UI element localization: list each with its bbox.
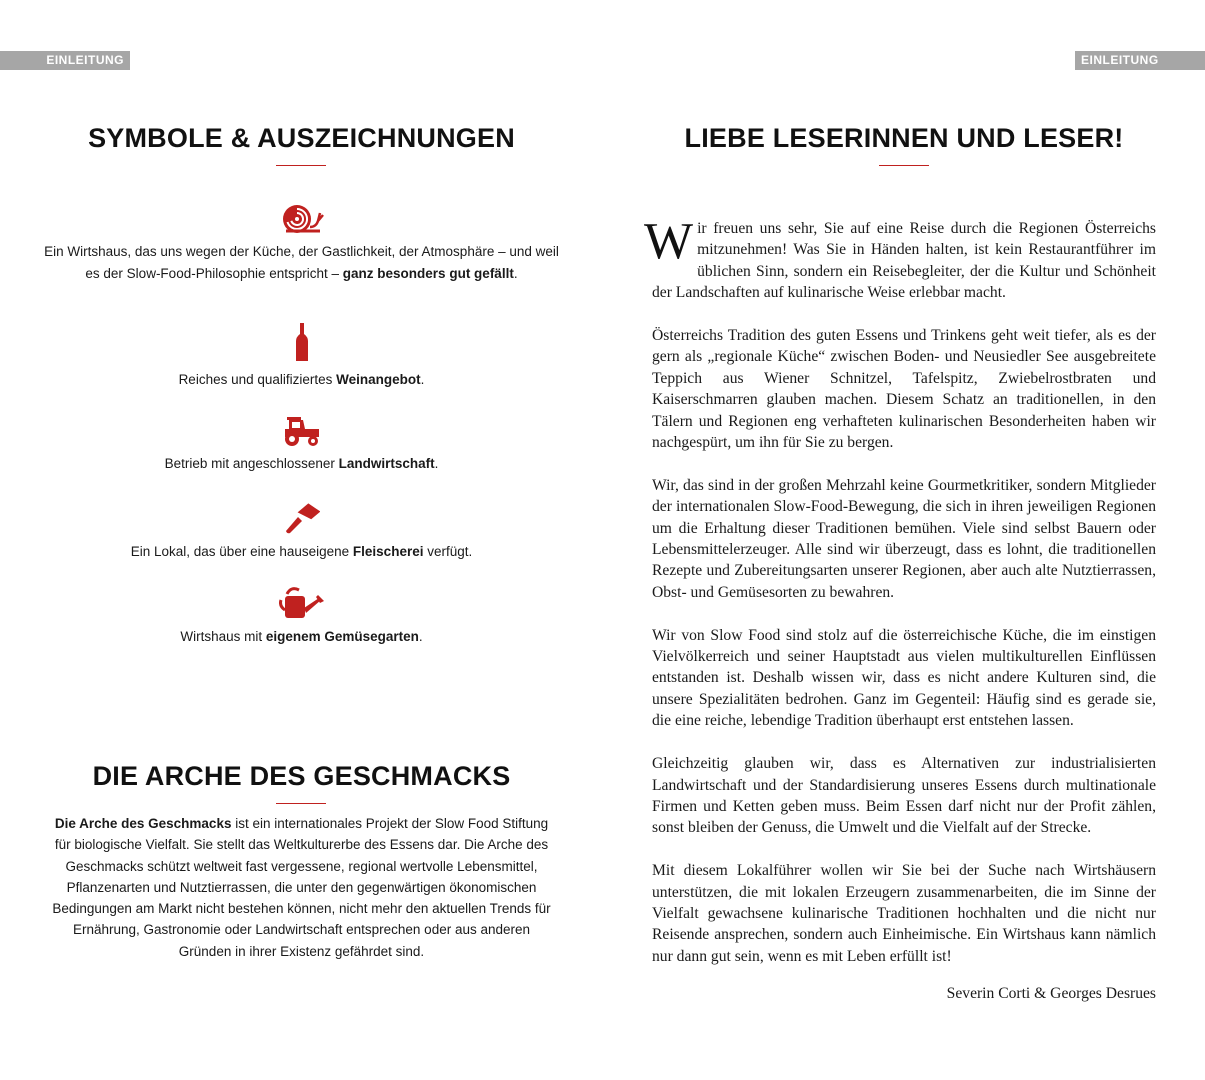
cleaver-icon [284, 503, 320, 535]
symbol-snail-text: Ein Wirtshaus, das uns wegen der Küche, der Gastlichkeit, der Atmosphäre – und weil es der Slow-Food-Philosophie entspricht – ganz besonders gut gefällt. [44, 244, 559, 281]
symbols-title: SYMBOLE & AUSZEICHNUNGEN [88, 123, 515, 153]
letter-paragraph-3: Wir, das sind in der großen Mehrzahl keine Gourmetkritiker, sondern Mitglieder der internationalen Slow-Food-Bewegung, die sich in ihren jeweiligen Regionen um die Erhaltung dieser Traditionen bemühen. Viele sind selbst Bauern oder Lebensmittelerzeuger. Alle sind wir überzeugt, dass es lohnt, die traditionellen Rezepte und Zubereitungsarten unserer Regionen, aber auch alte Nutztierrassen, Obst- und Gemüsesorten zu bewahren. [652, 476, 1156, 601]
letter-paragraph-2: Österreichs Tradition des guten Essens und Trinkens geht weit tiefer, als es der gern als „regionale Küche“ zwischen Boden- und Neusiedler See ausgebreitete Teppich aus Wiener Schnitzel, Tafelspitz, Zwiebelrostbraten und Kaiserschmarren glauben machen. Diesem Schatz an traditionellen, in den Tälern und Regionen eng verhafteten kulinarischen Besonderheiten haben wir nachgespürt, um ihn für Sie zu bergen. [652, 327, 1156, 452]
signature: Severin Corti & Georges Desrues [946, 985, 1156, 1002]
dropcap: W [644, 213, 694, 270]
arche-paragraph: Die Arche des Geschmacks ist ein internationales Projekt der Slow Food Stiftung für biologische Vielfalt. Sie stellt das Weltkulturerbe des Essens dar. Die Arche des Geschmacks schützt weltweit fast vergessene, regional wertvolle Lebensmittel, Pflanzenarten und Nutztierrassen, die unter den gegenwärtigen ökonomischen Bedingungen am Markt nicht bestehen können, nicht mehr den aktuellen Trends für Ernährung, Gastronomie oder Landwirtschaft entsprechen oder aus anderen Gründen in ihrer Existenz gefährdet sind. [52, 816, 551, 959]
letter-paragraph-4: Wir von Slow Food sind stolz auf die österreichische Küche, die im einstigen Vielvölkerreich und seiner Hauptstadt aus vielen multikulturellen Einflüssen entstanden ist. Deshalb wissen wir, dass es nicht andere Kulturen sind, die unsere Spezialitäten bedrohen. Ganz im Gegenteil: Häufig sind es gerade sie, die eine reiche, lebendige Tradition überhaupt erst entstehen lassen. [652, 626, 1156, 730]
symbol-cleaver-text: Ein Lokal, das über eine hauseigene Fleischerei verfügt. [130, 544, 473, 559]
letter-paragraph-6: Mit diesem Lokalführer wollen wir Sie bei der Suche nach Wirtshäusern unterstützen, die mit lokalen Erzeugern zusammenarbeiten, die im Sinne der Vielfalt gewachsene kulinarische Traditionen hochhalten und die nicht nur Reisende ansprechen, sondern auch Einheimische. Ein Wirtshaus kann nämlich nur dann gut sein, wenn es mit Leben erfüllt ist! [652, 862, 1156, 965]
running-header-right: EINLEITUNG [1075, 51, 1205, 70]
wine-bottle-icon [295, 323, 309, 361]
running-header-left: EINLEITUNG [0, 51, 130, 70]
snail-icon [280, 203, 324, 235]
symbol-tractor [40, 415, 563, 475]
symbol-wine [40, 323, 563, 391]
symbol-snail [40, 203, 563, 285]
letter-title: LIEBE LESERINNEN UND LESER! [684, 123, 1124, 153]
symbol-wine-text: Reiches und qualifiziertes Weinangebot. [178, 372, 425, 387]
letter-paragraph-1: Wir freuen uns sehr, Sie auf eine Reise durch die Regionen Österreichs mitzunehmen! Was Sie in Händen halten, ist kein Restaurantführer im üblichen Sinn, sondern ein Reisebegleiter, der die Kultur und Schönheit der Landschaften auf kulinarische Weise erlebbar macht. [644, 213, 1156, 302]
letter-body [644, 213, 1156, 989]
tractor-icon [283, 415, 321, 447]
symbol-watering-can [40, 586, 563, 648]
arche-title: DIE ARCHE DES GESCHMACKS [92, 761, 511, 791]
title-rule [276, 165, 326, 166]
symbol-cleaver [40, 503, 563, 563]
letter-rule [879, 165, 929, 166]
symbol-watering-can-text: Wirtshaus mit eigenem Gemüsegarten. [180, 629, 423, 644]
watering-can-icon [279, 586, 325, 620]
arche-rule [276, 803, 326, 804]
arche-body [50, 813, 553, 962]
symbol-tractor-text: Betrieb mit angeschlossener Landwirtschaft. [164, 456, 439, 471]
letter-paragraph-5: Gleichzeitig glauben wir, dass es Alternativen zur industrialisierten Landwirtschaft und der Standardisierung unseres Essens durch multinationale Firmen und Ketten geben muss. Beim Essen darf nicht nur der Profit zählen, sonst bleiben der Genuss, die Umwelt und die Vielfalt auf der Strecke. [652, 755, 1156, 837]
